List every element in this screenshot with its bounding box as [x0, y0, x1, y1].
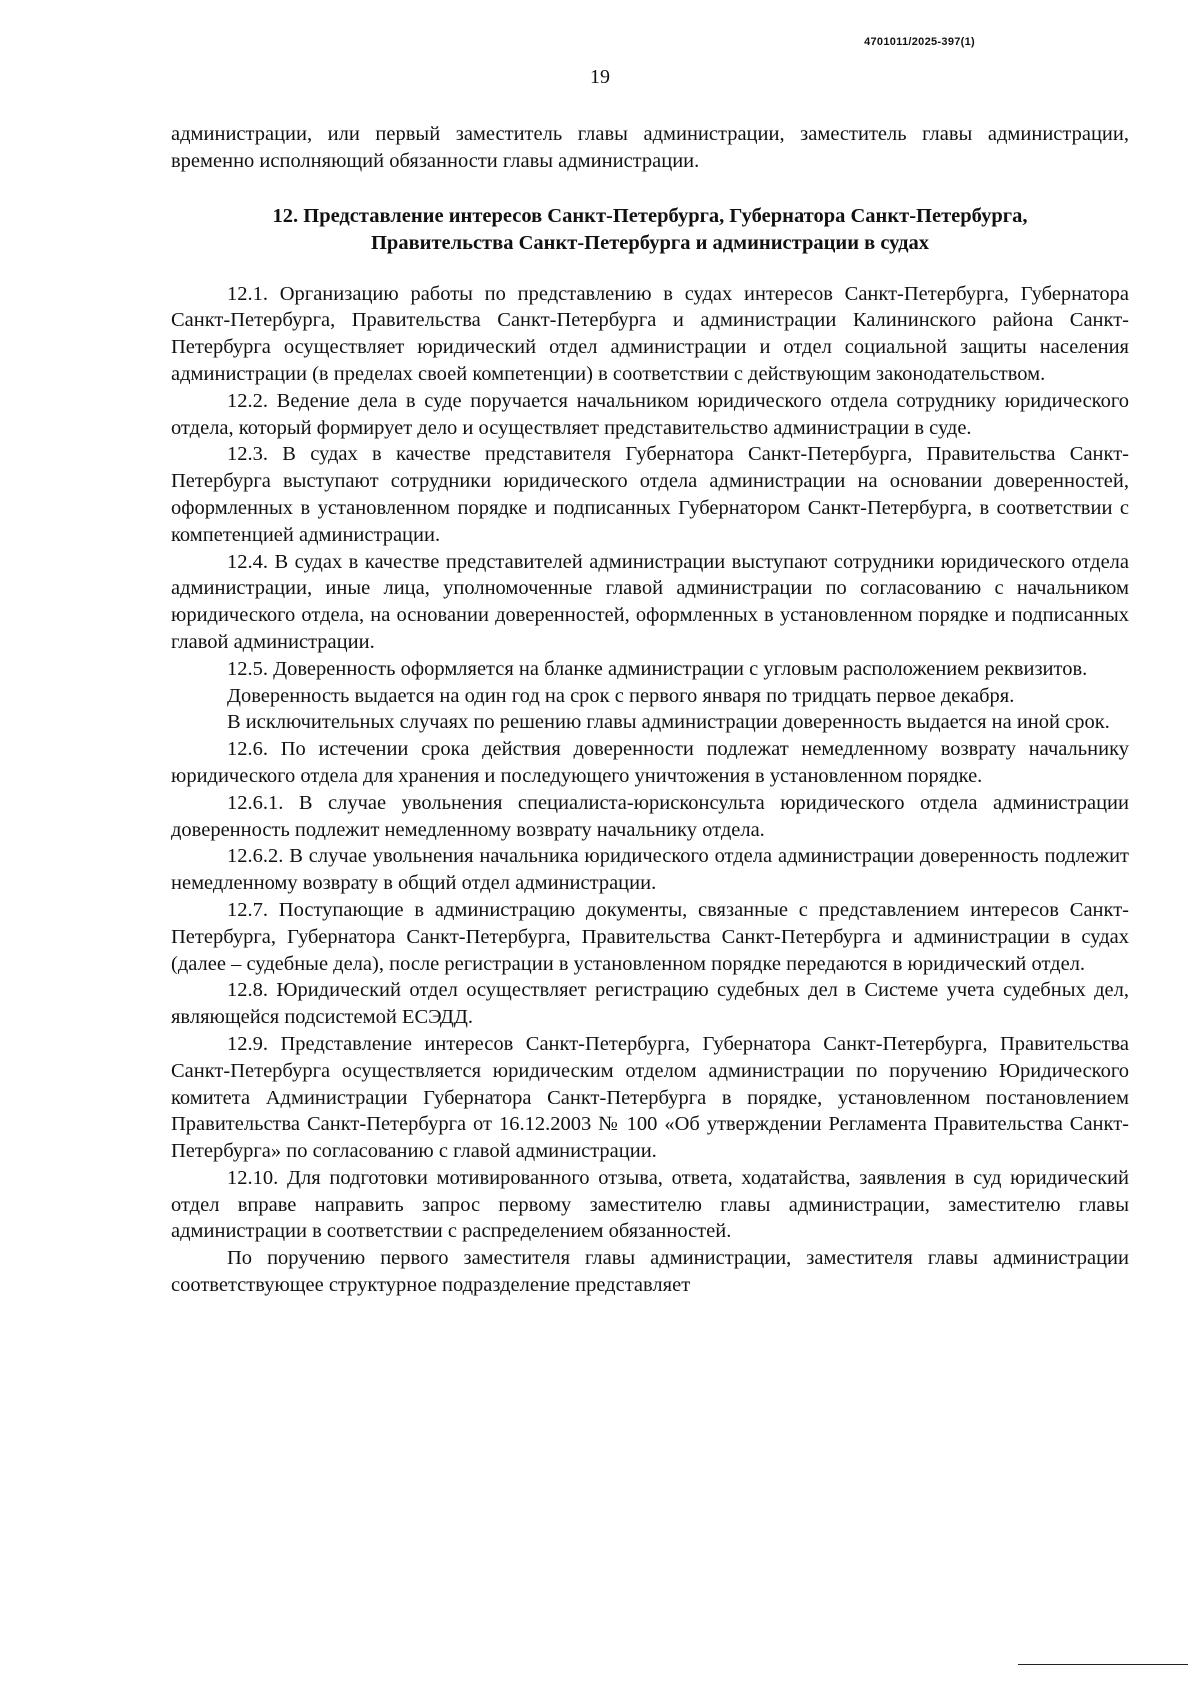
paragraph-12-8: 12.8. Юридический отдел осуществляет регистрацию судебных дел в Системе учета судебных дел, являющейся подсистемой ЕСЭДД.: [171, 979, 1129, 1029]
section-title-line-2: Правительства Санкт-Петербурга и администрации в судах: [370, 231, 930, 254]
page-number: 19: [590, 66, 610, 88]
paragraph-12-1: 12.1. Организацию работы по представлению в судах интересов Санкт-Петербурга, Губернатора Санкт-Петербурга, Правительства Санкт-Петербурга и администрации Калининского района Санкт-Петербурга осуществляет юридический отдел администрации и отдел социальной защиты населения администрации (в пределах своей компетенции) в соответствии с действующим законодательством.: [171, 282, 1129, 385]
section-title-line-1: 12. Представление интересов Санкт-Петербурга, Губернатора Санкт-Петербурга,: [272, 204, 1028, 227]
paragraph-12-7: 12.7. Поступающие в администрацию документы, связанные с представлением интересов Санкт-Петербурга, Губернатора Санкт-Петербурга, Правительства Санкт-Петербурга и администрации в судах (далее – судебные дела), после регистрации в установленном порядке передаются в юридический отдел.: [171, 898, 1129, 975]
paragraph-12-2: 12.2. Ведение дела в суде поручается начальником юридического отдела сотруднику юридического отдела, который формирует дело и осуществляет представительство администрации в суде.: [171, 389, 1129, 439]
paragraph-12-5-exception: В исключительных случаях по решению главы администрации доверенность выдается на иной срок.: [227, 711, 1110, 734]
paragraph-12-10-continuation: По поручению первого заместителя главы администрации, заместителя главы администрации соответствующее структурное подразделение представляет: [171, 1247, 1129, 1297]
paragraph-12-3: 12.3. В судах в качестве представителя Губернатора Санкт-Петербурга, Правительства Санкт-Петербурга выступают сотрудники юридического отдела администрации на основании доверенностей, оформленных в установленном порядке и подписанных Губернатором Санкт-Петербурга, в соответствии с компетенцией администрации.: [171, 443, 1129, 546]
paragraph-12-6-2: 12.6.2. В случае увольнения начальника юридического отдела администрации доверенность подлежит немедленному возврату в общий отдел администрации.: [171, 845, 1129, 895]
footer-divider: [1018, 1664, 1188, 1665]
section-title: [171, 203, 1129, 257]
paragraph-12-4: 12.4. В судах в качестве представителей администрации выступают сотрудники юридического отдела администрации, иные лица, уполномоченные главой администрации по согласованию с начальником юридического отдела, на основании доверенностей, оформленных в установленном порядке и подписанных главой администрации.: [171, 550, 1129, 653]
document-registration-number: 4701011/2025-397(1): [864, 36, 975, 48]
paragraph-12-6: 12.6. По истечении срока действия доверенности подлежат немедленному возврату начальнику юридического отдела для хранения и последующего уничтожения в установленном порядке.: [171, 738, 1129, 787]
paragraph-12-9: 12.9. Представление интересов Санкт-Петербурга, Губернатора Санкт-Петербурга, Правительства Санкт-Петербурга осуществляется юридическим отделом администрации по поручению Юридического комитета Администрации Губернатора Санкт-Петербурга в порядке, установленном постановлением Правительства Санкт-Петербурга от 16.12.2003 № 100 «Об утверждении Регламента Правительства Санкт-Петербурга» по согласованию с главой администрации.: [171, 1032, 1129, 1163]
paragraph-12-6-1: 12.6.1. В случае увольнения специалиста-юрисконсульта юридического отдела администрации доверенность подлежит немедленному возврату начальнику отдела.: [171, 791, 1129, 841]
document-body: [171, 121, 1129, 1299]
paragraph-12-5: 12.5. Доверенность оформляется на бланке администрации с угловым расположением реквизитов.: [227, 657, 1088, 680]
intro-paragraph: администрации, или первый заместитель главы администрации, заместитель главы администрации, временно исполняющий обязанности главы администрации.: [171, 123, 1129, 172]
paragraph-12-5-term: Доверенность выдается на один год на срок с первого января по тридцать первое декабря.: [227, 684, 1015, 707]
paragraph-12-10: 12.10. Для подготовки мотивированного отзыва, ответа, ходатайства, заявления в суд юридический отдел вправе направить запрос первому заместителю главы администрации, заместителю главы администрации в соответствии с распределением обязанностей.: [171, 1166, 1129, 1243]
